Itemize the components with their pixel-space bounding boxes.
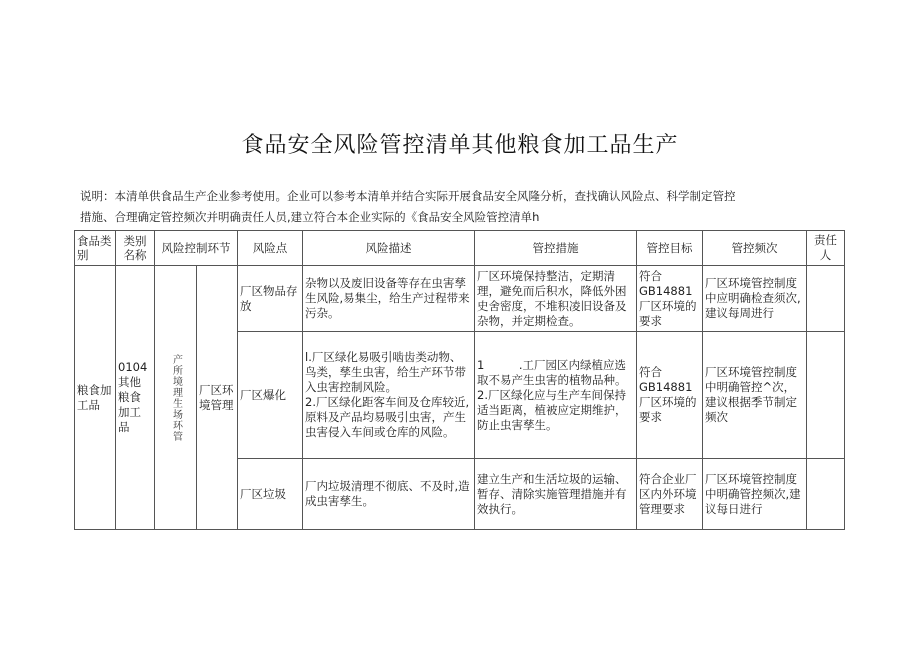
cell-measures: 厂区环境保持整洁，定期清理，避免而后积水，降低外困史舍密度，不堆积凌旧设备及杂物，并定期检查。 <box>475 266 637 332</box>
header-food-category: 食品类别 <box>75 231 116 266</box>
header-risk-link: 风险控制环节 <box>155 231 238 266</box>
risk-control-table <box>74 230 845 530</box>
cell-measures: 建立生产和生活垃圾的运输、暂存、清除实施管理措施并有效执行。 <box>475 459 637 530</box>
header-risk-desc: 风险描述 <box>303 231 475 266</box>
header-category-name: 类别名称 <box>116 231 155 266</box>
document-title: 食品安全风险管控清单其他粮食加工品生产 <box>241 133 679 158</box>
header-target: 管控目标 <box>637 231 703 266</box>
cell-link: 厂区环境管理 <box>197 266 238 530</box>
header-risk-point: 风险点 <box>238 231 303 266</box>
header-frequency: 管控频次 <box>703 231 807 266</box>
cell-responsible <box>807 459 845 530</box>
cell-food-category: 粮食加工品 <box>75 266 116 530</box>
note-line-1: 说明：本清单供食品生产企业参考使用。企业可以参考本清单并结合实际开展食品安全风隆分析，查找确认风险点、科学制定管控 <box>80 189 736 203</box>
header-row <box>75 231 845 266</box>
cell-stage: 产所境理生场环管 <box>155 266 197 530</box>
cell-risk-desc: 厂内垃圾清理不彻底、不及时,造成虫害孳生。 <box>303 459 475 530</box>
cell-responsible <box>807 332 845 459</box>
cell-risk-point: 厂区垃圾 <box>238 459 303 530</box>
cell-responsible <box>807 266 845 332</box>
cell-target: 符合企业厂区内外环境管理要求 <box>637 459 703 530</box>
header-responsible: 责任人 <box>807 231 845 266</box>
cell-frequency: 厂区环境管控制度中明确管控频次,建议每日进行 <box>703 459 807 530</box>
table-row <box>75 266 845 332</box>
header-measures: 管控措施 <box>475 231 637 266</box>
cell-frequency: 厂区环境管控制度中应明确检查须次,建议每周进行 <box>703 266 807 332</box>
cell-target: 符合GB14881厂区环境的要求 <box>637 266 703 332</box>
cell-frequency: 厂区环境管控制度中明确管控^次，建议根据季节制定频次 <box>703 332 807 459</box>
cell-risk-desc: l.厂区绿化易吸引啮齿类动物、鸟类，孳生虫害，给生产环节带入虫害控制风险。 2.厂区绿化距客车间及仓库较近,原料及产品均易吸引虫害，产生虫害侵入车间或仓库的风险。 <box>303 332 475 459</box>
cell-risk-desc: 杂物以及废旧设备等存在虫害孳生风险,易集尘，给生产过程带来污杂。 <box>303 266 475 332</box>
cell-measures: 1 .工厂园区内绿植应选取不易产生虫害的植物品种。 2.厂区绿化应与生产车间保持适当距离，植被应定期维护，防止虫害孳生。 <box>475 332 637 459</box>
cell-category-name: 0104其他粮食加工品 <box>116 266 155 530</box>
cell-risk-point: 厂区爆化 <box>238 332 303 459</box>
note-line-2: 措施、合理确定管控频次并明确责任人员,建立符合本企业实际的《食品安全风险管控清单h <box>80 210 540 224</box>
cell-risk-point: 厂区物品存放 <box>238 266 303 332</box>
cell-target: 符合GB14881厂区环境的要求 <box>637 332 703 459</box>
